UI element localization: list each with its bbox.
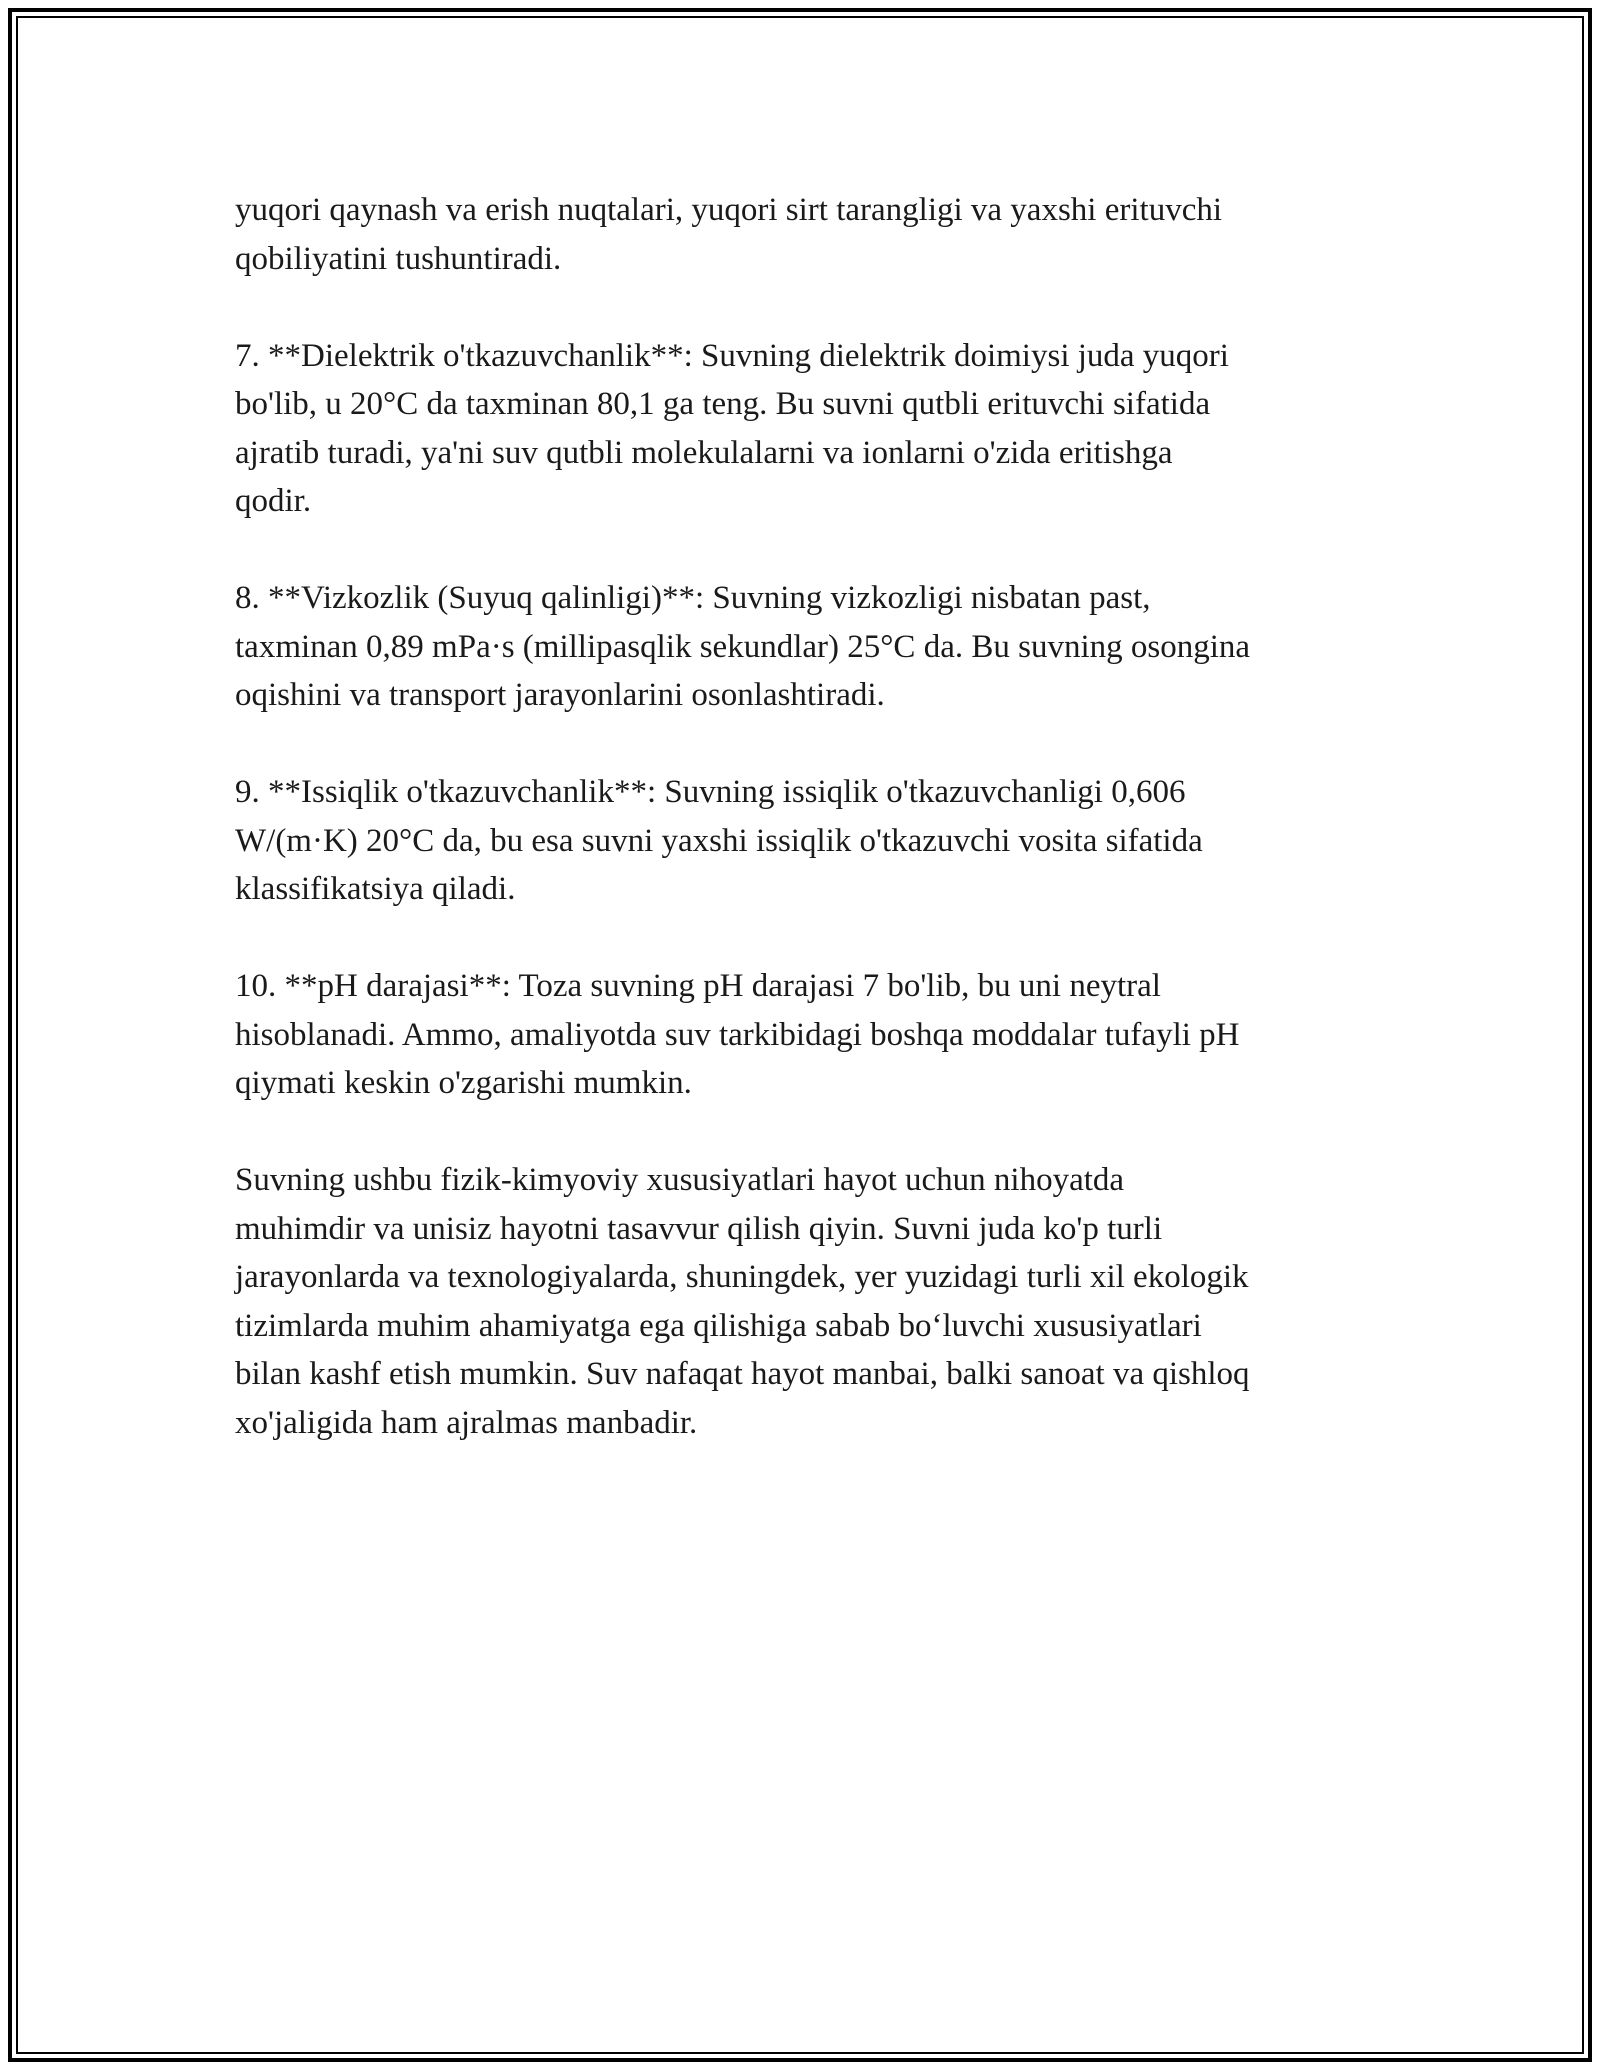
paragraph-thermal-conductivity	[235, 768, 1375, 914]
paragraph-continuation	[235, 186, 1375, 283]
text-line: bo'lib, u 20°C da taxminan 80,1 ga teng. Bu suvni qutbli erituvchi sifatida	[235, 386, 1211, 422]
text-line: jarayonlarda va texnologiyalarda, shuningdek, yer yuzidagi turli xil ekologik	[235, 1259, 1249, 1295]
paragraph-dielectric	[235, 332, 1375, 526]
text-line: bilan kashf etish mumkin. Suv nafaqat hayot manbai, balki sanoat va qishloq	[235, 1356, 1250, 1392]
paragraph-viscosity	[235, 574, 1375, 720]
text-line: klassifikatsiya qiladi.	[235, 871, 516, 907]
text-line: oqishini va transport jarayonlarini osonlashtiradi.	[235, 677, 885, 713]
text-line: xo'jaligida ham ajralmas manbadir.	[235, 1404, 698, 1441]
text-line: muhimdir va unisiz hayotni tasavvur qilish qiyin. Suvni juda ko'p turli	[235, 1210, 1163, 1247]
text-line: W/(m·K) 20°C da, bu esa suvni yaxshi issiqlik o'tkazuvchi vosita sifatida	[235, 822, 1203, 859]
paragraph-conclusion	[235, 1156, 1375, 1447]
text-line: yuqori qaynash va erish nuqtalari, yuqori sirt tarangligi va yaxshi erituvchi	[235, 192, 1223, 228]
text-line: 7. **Dielektrik o'tkazuvchanlik**: Suvning dielektrik doimiysi juda yuqori	[235, 337, 1229, 374]
text-line: 8. **Vizkozlik (Suyuq qalinligi)**: Suvning vizkozligi nisbatan past,	[235, 580, 1151, 616]
text-line: 9. **Issiqlik o'tkazuvchanlik**: Suvning issiqlik o'tkazuvchanligi 0,606	[235, 774, 1186, 810]
paragraph-ph-level	[235, 962, 1375, 1108]
text-line: hisoblanadi. Ammo, amaliyotda suv tarkibidagi boshqa moddalar tufayli pH	[235, 1016, 1240, 1053]
document-body	[235, 186, 1375, 1496]
text-line: taxminan 0,89 mPa·s (millipasqlik sekundlar) 25°C da. Bu suvning osongina	[235, 628, 1251, 665]
text-line: 10. **pH darajasi**: Toza suvning pH darajasi 7 bo'lib, bu uni neytral	[235, 968, 1161, 1004]
text-line: tizimlarda muhim ahamiyatga ega qilishiga sabab bo‘luvchi xususiyatlari	[235, 1307, 1202, 1344]
text-line: ajratib turadi, ya'ni suv qutbli molekulalarni va ionlarni o'zida eritishga	[235, 434, 1173, 471]
text-line: qobiliyatini tushuntiradi.	[235, 240, 562, 277]
text-line: qiymati keskin o'zgarishi mumkin.	[235, 1065, 692, 1101]
text-line: qodir.	[235, 483, 312, 519]
text-line: Suvning ushbu fizik-kimyoviy xususiyatlari hayot uchun nihoyatda	[235, 1162, 1125, 1198]
